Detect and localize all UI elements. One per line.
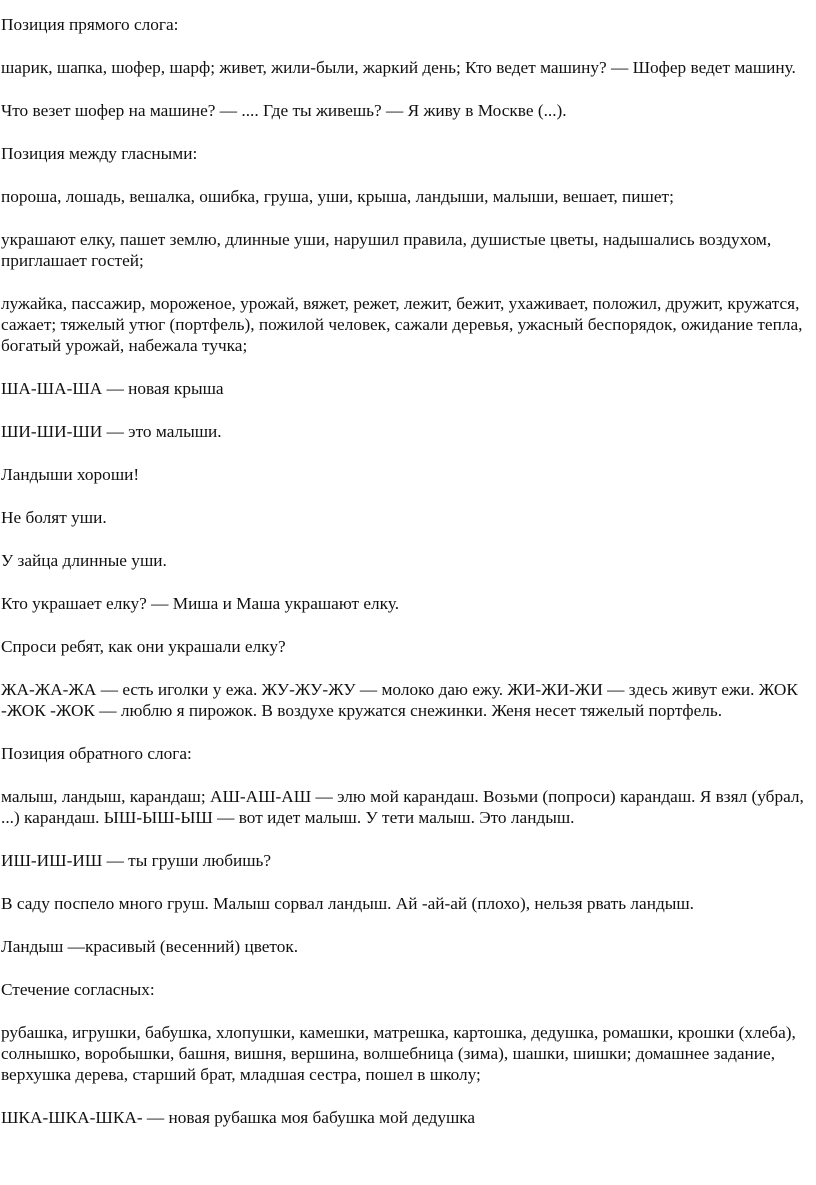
section-heading-reverse-syllable: Позиция обратного слога: <box>1 744 192 763</box>
section-heading-between-vowels: Позиция между гласными: <box>1 144 198 163</box>
paragraph: украшают елку, пашет землю, длинные уши, нарушил правила, душистые цветы, надышались воздухом, приглашает гостей; <box>1 230 772 270</box>
paragraph: пороша, лошадь, вешалка, ошибка, груша, уши, крыша, ландыши, малыши, вешает, пишет; <box>1 187 674 206</box>
paragraph: Что везет шофер на машине? — .... Где ты живешь? — Я живу в Москве (...). <box>1 101 567 120</box>
paragraph: шарик, шапка, шофер, шарф; живет, жили-были, жаркий день; Кто ведет машину? — Шофер ведет машину. <box>1 58 796 77</box>
paragraph: ШКА-ШКА-ШКА- — новая рубашка моя бабушка мой дедушка <box>1 1108 476 1127</box>
document-body <box>1 14 813 1150</box>
paragraph: ША-ША-ША — новая крыша <box>1 379 224 398</box>
section-heading-direct-syllable: Позиция прямого слога: <box>1 15 179 34</box>
paragraph: Ландыши хороши! <box>1 465 140 484</box>
paragraph: У зайца длинные уши. <box>1 551 167 570</box>
paragraph: лужайка, пассажир, мороженое, урожай, вяжет, режет, лежит, бежит, ухаживает, положил, дружит, кружатся, сажает; тяжелый утюг (портфель), пожилой человек, сажали деревья, ужасный беспорядок, ожидание тепла, богатый урожай, набежала тучка; <box>1 294 803 355</box>
paragraph: рубашка, игрушки, бабушка, хлопушки, камешки, матрешка, картошка, дедушка, ромашки, крошки (хлеба), солнышко, воробышки, башня, вишня, вершина, волшебница (зима), шашки, шишки; домашнее задание, верхушка дерева, старший брат, младшая сестра, пошел в школу; <box>1 1023 796 1084</box>
paragraph: Кто украшает елку? — Миша и Маша украшают елку. <box>1 594 400 613</box>
paragraph: ИШ-ИШ-ИШ — ты груши любишь? <box>1 851 272 870</box>
paragraph: В саду поспело много груш. Малыш сорвал ландыш. Ай -ай-ай (плохо), нельзя рвать ландыш. <box>1 894 694 913</box>
paragraph: Не болят уши. <box>1 508 107 527</box>
paragraph: Спроси ребят, как они украшали елку? <box>1 637 286 656</box>
section-heading-consonant-cluster: Стечение согласных: <box>1 980 155 999</box>
paragraph: ШИ-ШИ-ШИ — это малыши. <box>1 422 222 441</box>
paragraph: Ландыш —красивый (весенний) цветок. <box>1 937 299 956</box>
paragraph: малыш, ландыш, карандаш; АШ-АШ-АШ — элю мой карандаш. Возьми (попроси) карандаш. Я взял (убрал, ...) карандаш. ЫШ-ЫШ-ЫШ — вот идет малыш. У тети малыш. Это ландыш. <box>1 787 804 827</box>
paragraph: ЖА-ЖА-ЖА — есть иголки у ежа. ЖУ-ЖУ-ЖУ — молоко даю ежу. ЖИ-ЖИ-ЖИ — здесь живут ежи. ЖОК -ЖОК -ЖОК — люблю я пирожок. В воздухе кружатся снежинки. Женя несет тяжелый портфель. <box>1 680 798 720</box>
